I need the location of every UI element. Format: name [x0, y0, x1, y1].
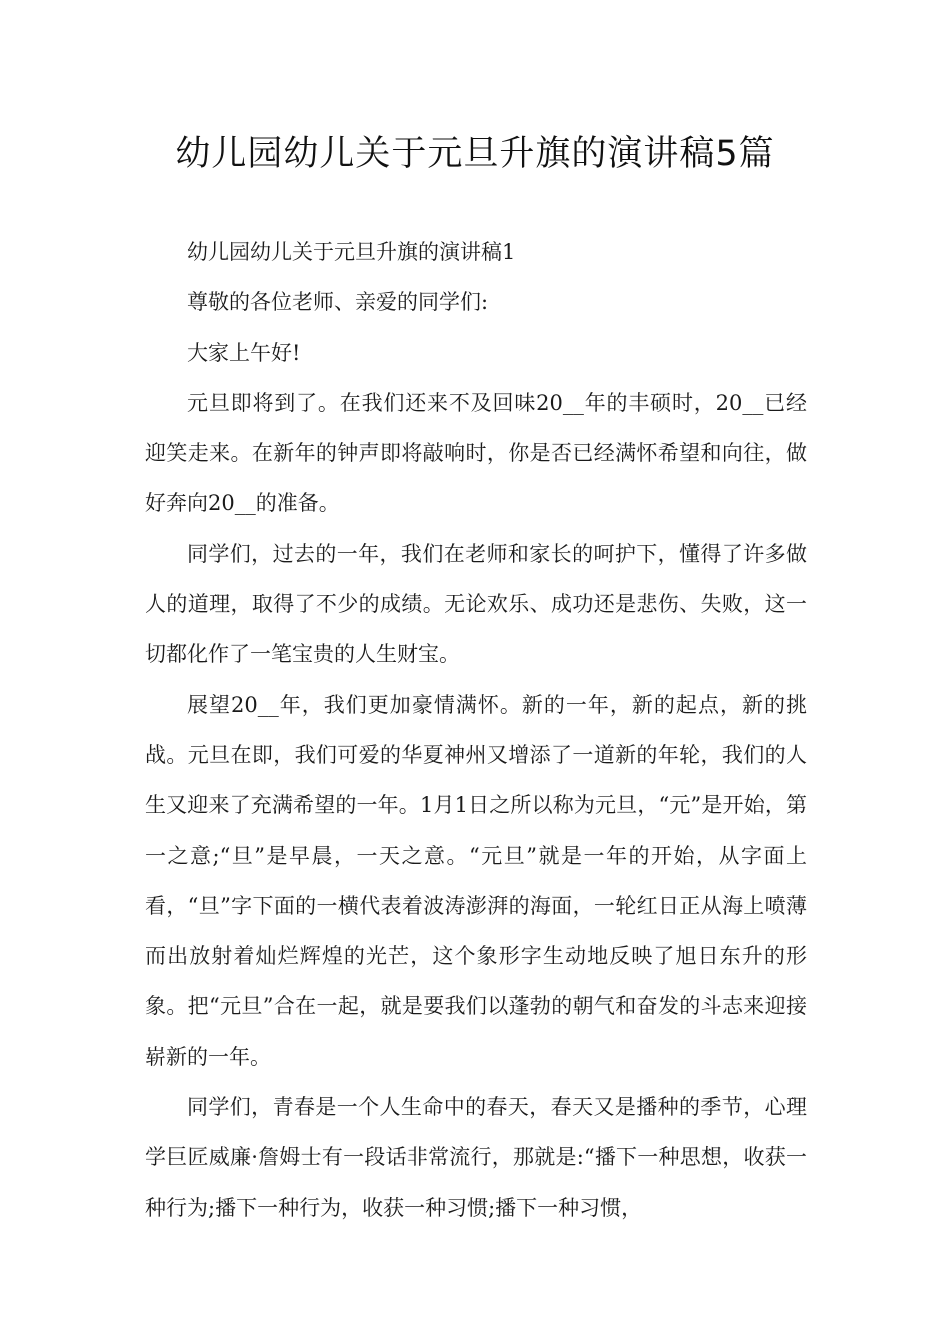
- document-body: [145, 227, 807, 1233]
- document-title: 幼儿园幼儿关于元旦升旗的演讲稿5篇: [175, 134, 775, 174]
- greeting-paragraph: 大家上午好!: [187, 340, 301, 365]
- body-paragraph: 同学们，过去的一年，我们在老师和家长的呵护下，懂得了许多做人的道理，取得了不少的成绩。无论欢乐、成功还是悲伤、失败，这一切都化作了一笔宝贵的人生财宝。: [145, 541, 807, 667]
- body-paragraph: 元旦即将到了。在我们还来不及回味20__年的丰硕时，20__已经迎笑走来。在新年的钟声即将敲响时，你是否已经满怀希望和向往，做好奔向20__的准备。: [145, 390, 807, 516]
- salutation-paragraph: 尊敬的各位老师、亲爱的同学们:: [187, 290, 489, 315]
- body-paragraph: 同学们，青春是一个人生命中的春天，春天又是播种的季节，心理学巨匠威廉·詹姆士有一段话非常流行，那就是:“播下一种思想，收获一种行为;播下一种行为，收获一种习惯;播下一种习惯，: [145, 1095, 807, 1220]
- section-heading: 幼儿园幼儿关于元旦升旗的演讲稿1: [187, 240, 516, 264]
- body-paragraph: 展望20__年，我们更加豪情满怀。新的一年，新的起点，新的挑战。元旦在即，我们可爱的华夏神州又增添了一道新的年轮，我们的人生又迎来了充满希望的一年。1月1日之所以称为元旦，“元”是开始，第一之意;“旦”是早晨，一天之意。“元旦”就是一年的开始，从字面上看，“旦”字下面的一横代表着波涛澎湃的海面，一轮红日正从海上喷薄而出放射着灿烂辉煌的光芒，这个象形字生动地反映了旭日东升的形象。把“元旦”合在一起，就是要我们以蓬勃的朝气和奋发的斗志来迎接崭新的一年。: [145, 692, 807, 1069]
